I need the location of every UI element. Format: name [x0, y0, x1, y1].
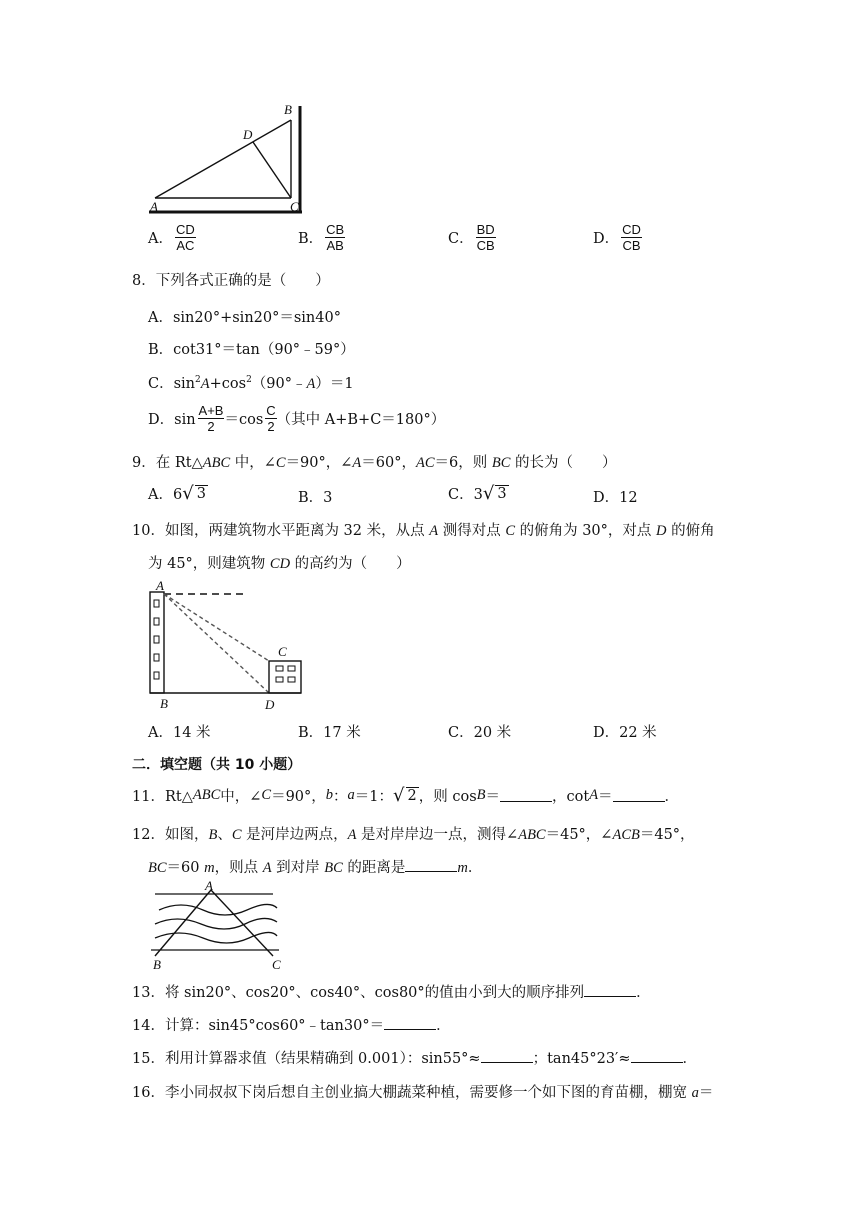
text: ．	[436, 1018, 451, 1034]
q10-option-b[interactable]: B．17 米	[298, 725, 361, 741]
text: +cos	[209, 376, 247, 392]
q7-option-b[interactable]	[298, 222, 345, 253]
text: 的距离是	[342, 860, 406, 876]
var: CD	[269, 556, 291, 572]
text: ：	[333, 789, 348, 805]
text: 是对岸岸边一点，测得∠	[356, 827, 519, 843]
q9-option-a[interactable]	[148, 483, 208, 504]
text: 是河岸边两点，	[241, 827, 348, 843]
text: ＝cos	[224, 412, 264, 428]
q9-option-d[interactable]: D．12	[593, 490, 638, 506]
answer-blank[interactable]	[631, 1050, 683, 1063]
option-letter: D．	[593, 231, 620, 247]
text: 12．如图，	[132, 827, 209, 843]
q9-option-c[interactable]	[448, 483, 509, 504]
answer-blank[interactable]	[613, 789, 665, 802]
text: 到对岸	[271, 860, 325, 876]
var: A	[429, 523, 439, 539]
fraction	[325, 222, 345, 253]
numerator: CB	[326, 222, 345, 237]
answer-blank[interactable]	[481, 1050, 533, 1063]
text: ＝45°，	[639, 827, 695, 843]
text: 13．将 sin20°、cos20°、cos40°、cos80°的值由小到大的顺序排列	[132, 985, 585, 1001]
text: 14．计算：sin45°cos60°﹣tan30°＝	[132, 1018, 385, 1034]
var: AC	[415, 455, 435, 471]
q16	[132, 1081, 713, 1102]
q8-option-c[interactable]	[148, 372, 354, 393]
text: ＝	[485, 789, 500, 805]
text: （其中 A+B+C＝180°）	[276, 412, 446, 428]
text: ，则点	[214, 860, 263, 876]
q12-label-c: C	[272, 957, 281, 972]
text: 10．如图，两建筑物水平距离为 32 米，从点	[132, 523, 430, 539]
var: a	[691, 1085, 699, 1101]
q7-label-d: D	[243, 127, 253, 142]
q9-stem	[132, 451, 617, 472]
denominator: CB	[476, 238, 495, 253]
radicand: 2	[407, 788, 417, 804]
var: m	[457, 860, 468, 876]
answer-blank[interactable]	[405, 859, 457, 872]
text: ，cot	[552, 789, 590, 805]
text: 中，∠	[230, 455, 276, 471]
var: C	[261, 787, 272, 803]
text: ＝	[598, 789, 613, 805]
q14	[132, 1014, 451, 1035]
numerator: A+B	[198, 403, 224, 418]
text: 9．在 Rt△	[132, 455, 203, 471]
text: ＝90°，	[271, 789, 326, 805]
q13	[132, 981, 651, 1002]
sqrt-icon: √	[482, 483, 495, 504]
q10-label-d: D	[265, 697, 275, 712]
text: A．6	[148, 487, 183, 503]
text: 测得对点	[438, 523, 506, 539]
q8-option-a[interactable]: A．sin20°+sin20°＝sin40°	[148, 310, 341, 326]
var: ABC	[192, 787, 221, 803]
q10-label-b: B	[160, 696, 168, 711]
q10-option-c[interactable]: C．20 米	[448, 725, 512, 741]
text: ＝60	[166, 860, 205, 876]
exponent: 2	[195, 375, 201, 386]
q7-label-b: B	[284, 102, 292, 117]
text: 的俯角为 30°，对点	[514, 523, 657, 539]
q7-option-d[interactable]	[593, 222, 642, 253]
q12-line1	[132, 823, 695, 844]
var: BC	[324, 860, 343, 876]
text: ．	[636, 985, 651, 1001]
radicand: 3	[196, 486, 206, 502]
q7-label-a: A	[150, 199, 158, 214]
text: ．	[682, 1051, 697, 1067]
q12-label-b: B	[153, 957, 161, 972]
q7-option-a[interactable]	[148, 222, 196, 253]
text: ＝90°，∠	[285, 455, 353, 471]
var: B	[476, 787, 486, 803]
var: m	[204, 860, 215, 876]
fraction	[476, 222, 496, 253]
q7-label-c: C	[290, 199, 299, 214]
text: 的长为（ ）	[510, 455, 617, 471]
var: a	[347, 787, 355, 803]
var: b	[325, 787, 334, 803]
var: A	[200, 376, 210, 392]
fraction	[265, 403, 276, 434]
var: A	[352, 455, 362, 471]
q10-stem-line1	[132, 519, 715, 540]
var: A	[306, 376, 316, 392]
var: C	[505, 523, 515, 539]
sqrt-icon: √	[182, 483, 194, 504]
text: D．sin	[148, 412, 196, 428]
option-letter: C．	[448, 231, 474, 247]
var: A	[262, 860, 272, 876]
var: B	[208, 827, 218, 843]
text: 的俯角	[666, 523, 715, 539]
text: ＝6，则	[434, 455, 492, 471]
q7-option-c[interactable]	[448, 222, 496, 253]
denominator: CB	[622, 238, 641, 253]
text: （90°﹣	[251, 376, 307, 392]
q10-option-a[interactable]: A．14 米	[148, 725, 211, 741]
text: 为 45°，则建筑物	[148, 556, 270, 572]
text: ．	[664, 789, 680, 805]
q15	[132, 1047, 697, 1068]
text: ＝1：	[354, 789, 394, 805]
q10-label-c: C	[278, 644, 287, 659]
var: C	[231, 827, 242, 843]
var: D	[656, 523, 667, 539]
denominator: 2	[267, 419, 275, 434]
text: C．3	[448, 487, 483, 503]
q12-line2	[148, 856, 482, 877]
numerator: C	[266, 403, 276, 418]
denominator: 2	[207, 419, 215, 434]
q12-label-a: A	[205, 878, 213, 893]
exponent: 2	[246, 375, 252, 386]
radicand: 3	[497, 486, 507, 502]
answer-blank[interactable]	[584, 984, 636, 997]
q8-stem: 8．下列各式正确的是（ ）	[132, 273, 330, 289]
section-2-heading: 二．填空题（共 10 小题）	[132, 757, 302, 773]
text: ．	[467, 860, 483, 876]
text: C．sin	[148, 376, 196, 392]
numerator: BD	[476, 222, 495, 237]
text: ，则 cos	[418, 789, 477, 805]
text: 、	[217, 827, 232, 843]
text: 15．利用计算器求值（结果精确到 0.001）：sin55°≈	[132, 1051, 481, 1067]
var: BC	[491, 455, 511, 471]
q10-option-d[interactable]: D．22 米	[593, 725, 657, 741]
q10-stem-line2	[148, 552, 411, 573]
text: ＝	[698, 1085, 714, 1101]
answer-blank[interactable]	[384, 1017, 436, 1030]
text: ；tan45°23′≈	[532, 1051, 631, 1067]
answer-blank[interactable]	[500, 789, 552, 802]
option-letter: A．	[148, 231, 173, 247]
text: ）＝1	[315, 376, 354, 392]
numerator: CD	[622, 222, 641, 237]
var: A	[347, 827, 357, 843]
denominator: AB	[326, 238, 344, 253]
q8-option-d[interactable]	[148, 403, 445, 434]
var: BC	[148, 860, 167, 876]
q9-option-b[interactable]: B．3	[298, 490, 333, 506]
var: A	[589, 787, 599, 803]
fraction	[198, 403, 225, 434]
q12-river-figure	[145, 880, 285, 962]
option-letter: B．	[298, 231, 324, 247]
var: ABC	[518, 827, 546, 843]
fraction	[621, 222, 642, 253]
var: ABC	[202, 455, 231, 471]
var: C	[275, 455, 286, 471]
q10-label-a: A	[156, 578, 164, 593]
text: 11．Rt△	[132, 789, 193, 805]
fraction	[175, 222, 196, 253]
numerator: CD	[175, 222, 195, 237]
text: ＝45°，∠	[545, 827, 613, 843]
text: 中，∠	[220, 789, 262, 805]
sqrt-icon: √	[393, 785, 405, 806]
text: ＝60°，	[361, 455, 416, 471]
var: ACB	[612, 827, 640, 843]
denominator: AC	[176, 238, 195, 253]
text: 的高约为（ ）	[290, 556, 411, 572]
text: 16．李小同叔叔下岗后想自主创业搞大棚蔬菜种植，需要修一个如下图的育苗棚，棚宽	[132, 1085, 692, 1101]
q8-option-b[interactable]: B．cot31°＝tan（90°﹣59°）	[148, 342, 355, 358]
q11	[132, 785, 679, 806]
